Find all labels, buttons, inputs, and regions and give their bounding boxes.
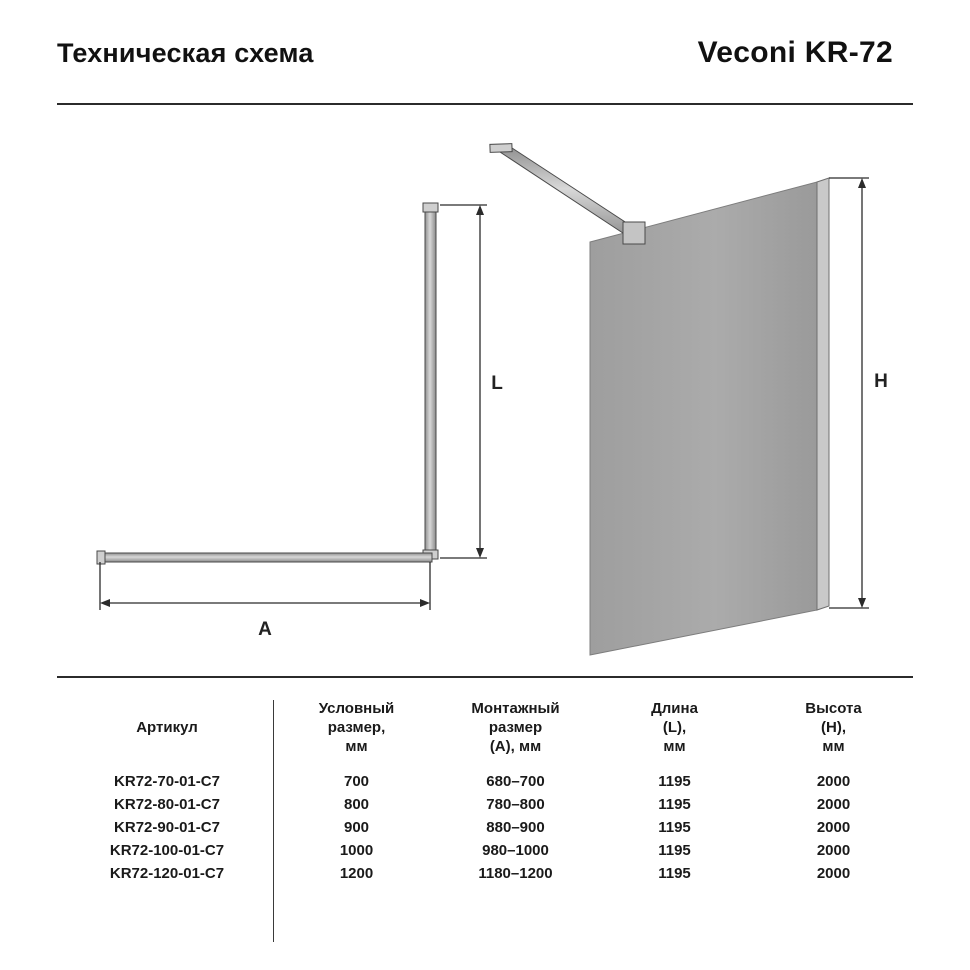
cell-length: 1195 <box>658 796 691 814</box>
column-header-nominal-line1: Условный <box>318 700 395 717</box>
front-view-glass-panel <box>590 178 829 655</box>
column-header-height-line2: (H), <box>821 718 846 736</box>
cell-article: KR72-70-01-C7 <box>114 773 220 791</box>
table-row <box>57 862 913 885</box>
technical-drawing <box>57 110 913 670</box>
dimension-label-H: H <box>874 371 888 392</box>
column-header-mounting-line2: размер <box>488 718 543 736</box>
column-header-height-line1: Высота <box>805 700 862 717</box>
table-row <box>57 770 913 793</box>
product-model: Veconi KR-72 <box>697 36 893 69</box>
cell-length: 1195 <box>658 865 691 883</box>
column-header-article: Артикул <box>136 718 198 736</box>
cell-height: 2000 <box>816 842 851 860</box>
cell-length: 1195 <box>658 773 691 791</box>
table-header-row <box>57 690 913 770</box>
cell-nominal: 900 <box>343 819 370 837</box>
cell-nominal: 1200 <box>339 865 374 883</box>
cell-height: 2000 <box>816 773 851 791</box>
cell-height: 2000 <box>816 796 851 814</box>
front-view-support-bar <box>490 144 645 244</box>
cell-mounting: 1180–1200 <box>478 865 553 883</box>
table-row <box>57 839 913 862</box>
column-header-nominal-line2: размер, <box>327 718 386 736</box>
table-body <box>57 770 913 885</box>
divider-middle <box>57 676 913 678</box>
column-header-length-line3: мм <box>663 737 686 755</box>
cell-length: 1195 <box>658 842 691 860</box>
cell-mounting: 680–700 <box>486 773 545 791</box>
column-header-mounting-line3: (A), мм <box>489 737 542 755</box>
top-view-vertical-profile <box>423 203 438 559</box>
dimension-A <box>100 562 430 610</box>
column-header-length-line1: Длина <box>651 700 698 717</box>
cell-mounting: 980–1000 <box>482 842 549 860</box>
cell-length: 1195 <box>658 819 691 837</box>
dimension-label-A: A <box>258 619 272 640</box>
dimension-L <box>440 205 487 558</box>
table-row <box>57 793 913 816</box>
column-header-length <box>595 690 754 770</box>
table-column-divider-1 <box>273 700 274 942</box>
header <box>57 22 913 84</box>
cell-mounting: 780–800 <box>486 796 545 814</box>
cell-nominal: 800 <box>343 796 370 814</box>
specs-table-wrapper <box>57 690 913 885</box>
column-header-mounting <box>436 690 595 770</box>
dimension-H <box>829 178 869 608</box>
cell-height: 2000 <box>816 865 851 883</box>
column-header-length-line2: (L), <box>662 718 687 736</box>
cell-nominal: 700 <box>343 773 370 791</box>
cell-article: KR72-120-01-C7 <box>109 865 225 883</box>
cell-height: 2000 <box>816 819 851 837</box>
cell-mounting: 880–900 <box>486 819 545 837</box>
top-view-horizontal-profile <box>97 551 432 564</box>
column-header-height-line3: мм <box>822 737 845 755</box>
table-row <box>57 816 913 839</box>
cell-article: KR72-90-01-C7 <box>114 819 220 837</box>
cell-article: KR72-100-01-C7 <box>109 842 225 860</box>
column-header-mounting-line1: Монтажный <box>471 700 560 717</box>
dimension-label-L: L <box>491 373 503 394</box>
column-header-nominal <box>277 690 436 770</box>
column-header-nominal-line3: мм <box>345 737 368 755</box>
page-title: Техническая схема <box>57 37 314 68</box>
cell-article: KR72-80-01-C7 <box>114 796 220 814</box>
specs-table <box>57 690 913 885</box>
cell-nominal: 1000 <box>339 842 374 860</box>
column-header-height <box>754 690 913 770</box>
divider-top <box>57 103 913 105</box>
